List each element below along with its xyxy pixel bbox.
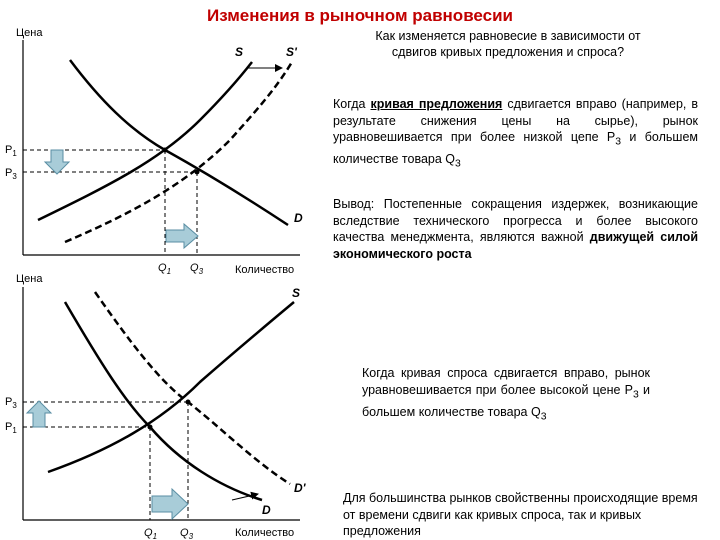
q3-label: $Q_3$ <box>180 527 194 540</box>
demand-curve <box>70 60 288 225</box>
quantity-right-arrow-icon <box>166 224 198 248</box>
y-axis-label: Цена <box>16 27 43 39</box>
conclusion-text: Вывод: Постепенные сокращения издержек, возникающие вследствие технического прогресса и более высокого качества менеджмента, являются важной движущей силой экономического роста <box>333 197 699 261</box>
equilibrium-3 <box>186 400 191 405</box>
demand-label: D <box>294 211 303 225</box>
page-title: Изменения в рыночном равновесии <box>206 6 514 25</box>
price-down-arrow-icon <box>45 150 69 174</box>
y-axis-label: Цена <box>16 273 43 285</box>
p3-label: $P_3$ <box>5 167 17 181</box>
x-axis-label: Количество <box>235 264 295 276</box>
p1-label: $P_1$ <box>5 144 17 158</box>
supply-shift-graph <box>0 0 330 282</box>
p3-label: $P_3$ <box>5 396 17 410</box>
supply-label: S <box>235 45 244 59</box>
equilibrium-1 <box>163 148 168 153</box>
supply-shifted-label: S' <box>286 45 297 59</box>
equilibrium-1 <box>148 425 153 430</box>
demand-shift-graph <box>0 262 330 540</box>
demand-shifted-label: D' <box>294 481 306 495</box>
supply-shift-text: Когда кривая предложения сдвигается вправо (например, в результате снижения цены на сырье), рынок уравновешивается при более низкой цепе $Р_3$ и большем количестве товара $Q_3$ <box>333 97 699 170</box>
price-up-arrow-icon <box>27 401 51 427</box>
p1-label: $P_1$ <box>5 421 17 435</box>
equilibrium-3 <box>195 170 200 175</box>
both-shift-text: Для большинства рынков свойственны происходящие время от времени сдвиги как кривых спроса, так и кривых предложения <box>343 491 698 538</box>
q3-label: $Q_3$ <box>190 262 204 276</box>
q1-label: $Q_1$ <box>144 527 158 540</box>
supply-label: S <box>292 286 301 300</box>
q1-label: $Q_1$ <box>158 262 172 276</box>
intro-question: Как изменяется равновесие в зависимости от сдвигов кривых предложения и спроса? <box>375 29 641 59</box>
quantity-right-arrow-icon <box>152 489 188 519</box>
demand-shift-text: Когда кривая спроса сдвигается вправо, рынок уравновешивается при более высокой цене $Р_3$ и большем количестве товара $Q_3$ <box>362 366 650 422</box>
demand-curve <box>65 302 262 500</box>
x-axis-label: Количество <box>235 527 295 539</box>
supply-curve-shifted <box>65 62 292 242</box>
demand-label: D <box>262 503 271 517</box>
supply-curve <box>38 62 252 220</box>
